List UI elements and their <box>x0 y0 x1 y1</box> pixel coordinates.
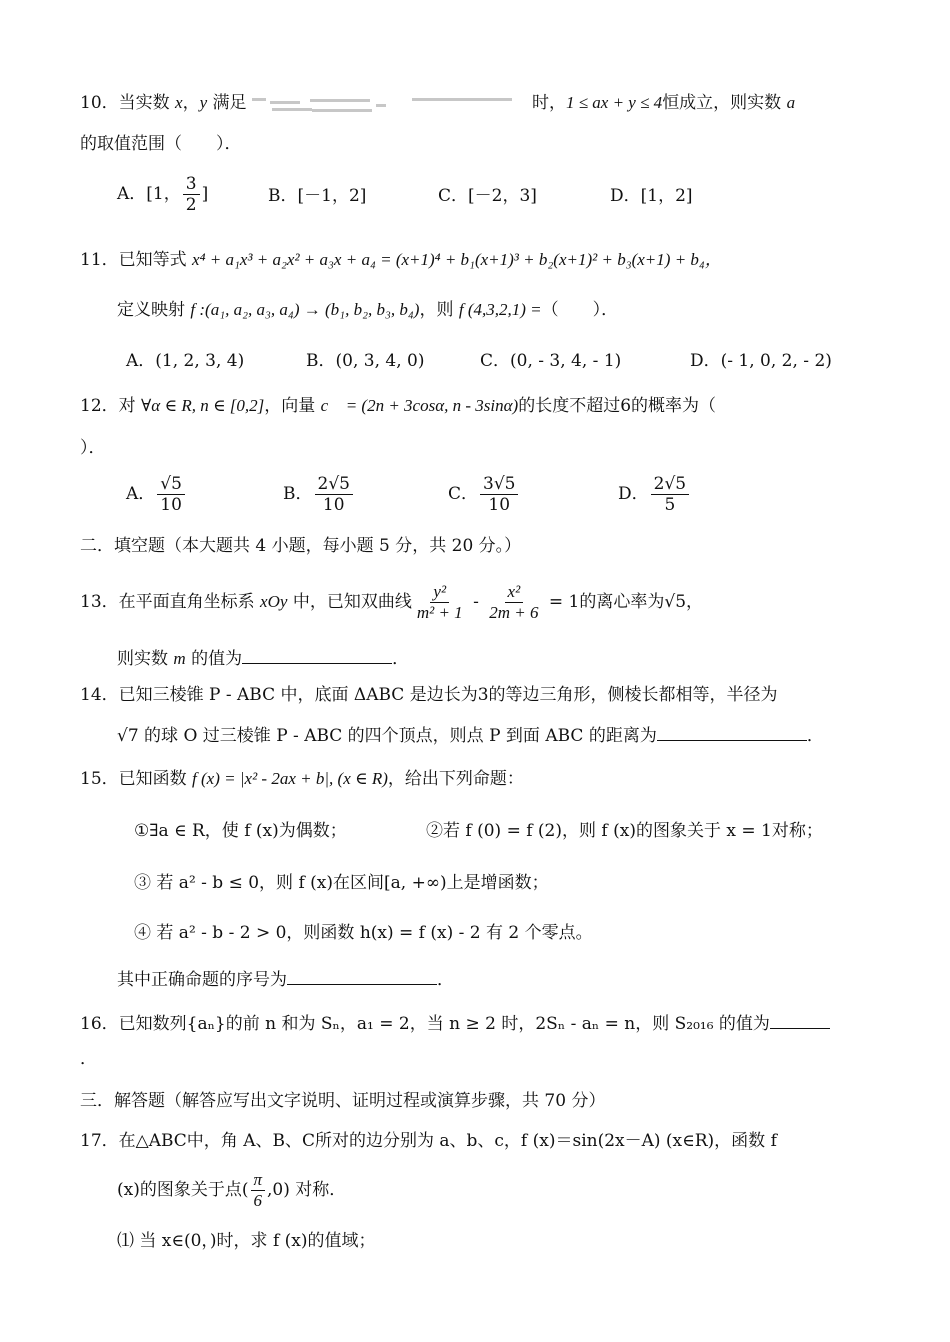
q11-opt-b-value: (0, 3, 4, 0) <box>335 351 425 371</box>
q12-opt-b-fraction <box>315 474 353 515</box>
q16-line2: ． <box>80 1049 97 1069</box>
q12-option-c <box>448 472 520 516</box>
q13-f1-num: y² <box>430 582 449 603</box>
q10-option-d: D．[1，2] <box>610 186 693 206</box>
q11-option-a <box>126 350 244 372</box>
q17-pt-open: ( <box>241 1180 249 1200</box>
section-3-heading: 三．解答题（解答应写出文字说明、证明过程或演算步骤，共 70 分） <box>80 1091 606 1111</box>
q12-opt-d-den: 5 <box>664 495 676 515</box>
q10-blurred-constraint-image <box>252 95 532 113</box>
q10-var-x: x <box>175 93 183 112</box>
q13-line2-end: ． <box>392 649 410 669</box>
q13-post: 的离心率为 <box>579 592 665 612</box>
q10-option-b: B．[－1，2] <box>268 186 367 206</box>
q10-text-d: 恒成立，则实数 <box>662 93 787 113</box>
q13-ecc: √5 <box>664 592 687 612</box>
q16-text: 16．已知数列{aₙ}的前 n 和为 Sₙ，a₁ = 2，当 n ≥ 2 时，2Sₙ - aₙ = n，则 S₂₀₁₆ 的值为 <box>80 1014 770 1034</box>
q15-proposition-1: ①∃a ∈ R，使 f (x)为偶数； <box>134 821 347 841</box>
q10-option-a <box>117 172 208 216</box>
q14-line2-end: ． <box>806 726 824 746</box>
q12-opt-d-label: D． <box>618 484 649 504</box>
q13-eq1: = 1 <box>543 592 580 612</box>
q17-line2-pre: (x)的图象关于点 <box>117 1180 242 1200</box>
q15-func: f (x) = |x² - 2ax + b|, (x ∈ R) <box>192 769 388 788</box>
q13-tail: ， <box>686 592 704 612</box>
q13-coord: xOy <box>260 592 288 611</box>
q13-f2-num: x² <box>505 582 524 603</box>
q11-option-c <box>480 350 621 372</box>
q12-line2: ）． <box>80 438 106 458</box>
q13-pre: 13．在平面直角坐标系 <box>80 592 261 612</box>
q17-pt-close: ,0) <box>267 1180 290 1200</box>
q13-fraction-2 <box>486 582 541 623</box>
q12-opt-a-num: √5 <box>157 474 185 495</box>
q15-answer-blank[interactable] <box>287 966 437 985</box>
q11-f-value: f (4,3,2,1) = <box>458 300 542 319</box>
q12-option-d <box>618 472 691 516</box>
q12-option-a <box>126 472 187 516</box>
q10-text-c: 时， <box>531 93 566 113</box>
q10-opt-a-pre: A．[1， <box>117 184 181 204</box>
q10-var-y: y <box>199 93 208 112</box>
q17-line1: 17．在△ABC中，角 A、B、C所对的边分别为 a、b、c，f (x)＝sin(2x－A) (x∈R)，函数 f <box>80 1131 777 1151</box>
q11-opt-a-value: (1, 2, 3, 4) <box>155 351 245 371</box>
q11-opt-a-label: A． <box>126 351 156 371</box>
q14-line1: 14．已知三棱锥 P - ABC 中，底面 ΔABC 是边长为3的等边三角形，侧棱长都相等，半径为 <box>80 685 778 705</box>
q11-option-d <box>690 350 832 372</box>
q12-opt-c-num: 3√5 <box>480 474 518 495</box>
q13-minus: - <box>467 592 485 612</box>
q12-opt-a-den: 10 <box>160 495 182 515</box>
q10-var-a: a <box>786 93 796 112</box>
q16-line1 <box>80 1010 830 1035</box>
q16-answer-blank[interactable] <box>770 1010 830 1029</box>
q11-pre: 11．已知等式 <box>80 250 193 270</box>
q12-opt-a-label: A． <box>126 484 156 504</box>
q12-opt-b-label: B． <box>283 484 313 504</box>
q10-opt-a-num: 3 <box>183 174 200 195</box>
q12-opt-c-den: 10 <box>488 495 511 515</box>
q11-map-pre: 定义映射 <box>117 300 191 320</box>
q13-line2 <box>117 645 409 670</box>
q10-text-a: 10．当实数 <box>80 93 176 113</box>
q15-proposition-4: ④ 若 a² - b - 2 > 0，则函数 h(x) = f (x) - 2 有 2 个零点。 <box>134 923 593 943</box>
q12-opt-c-fraction <box>480 474 518 515</box>
q12-cond: ∀α ∈ R, n ∈ [0,2] <box>141 396 265 415</box>
q11-line2 <box>117 299 618 321</box>
q12-vector: c⃗ = (2n + 3cosα, n - 3sinα) <box>320 396 519 415</box>
q13-f2-den: 2m + 6 <box>489 603 539 622</box>
q13-f1-den: m² + 1 <box>416 603 463 622</box>
q11-opt-c-value: (0, - 3, 4, - 1) <box>510 351 622 371</box>
q12-pre: 12．对 <box>80 396 142 416</box>
q10-ineq: 1 ≤ ax + y ≤ 4 <box>565 93 663 112</box>
q13-fraction-1 <box>414 582 466 623</box>
q17-line2 <box>117 1166 346 1214</box>
section-2-heading: 二．填空题（本大题共 4 小题，每小题 5 分，共 20 分。） <box>80 536 522 556</box>
q11-opt-c-label: C． <box>480 351 511 371</box>
q17-pt-num: π <box>251 1170 266 1191</box>
q13-answer-blank[interactable] <box>242 645 392 664</box>
q12-opt-d-num: 2√5 <box>651 474 689 495</box>
q12-mid: ，向量 <box>264 396 321 416</box>
q17-line2-post: 对称． <box>289 1180 347 1200</box>
q11-opt-d-label: D． <box>690 351 721 371</box>
q15-line1 <box>80 768 524 790</box>
q17-subquestion-1: ⑴ 当 x∈(0，)时，求 f (x)的值域； <box>117 1231 376 1251</box>
q12-post: 的长度不超过6的概率为（ <box>518 396 717 416</box>
q13-mid: 中，已知双曲线 <box>287 592 412 612</box>
q13-line2-post: 的值为 <box>185 649 243 669</box>
q11-opt-b-label: B． <box>306 351 336 371</box>
q17-pi-fraction <box>251 1170 266 1211</box>
q15-post: ，给出下列命题： <box>387 769 524 789</box>
q10-option-c: C．[－2，3] <box>438 186 537 206</box>
q14-answer-blank[interactable] <box>657 722 807 741</box>
q15-ask-text: 其中正确命题的序号为 <box>117 970 287 990</box>
q12-line1 <box>80 395 716 417</box>
q10-text-b: 满足 <box>207 93 252 113</box>
q14-line2-text: √7 的球 O 过三棱锥 P - ABC 的四个顶点，则点 P 到面 ABC 的距离为 <box>117 726 657 746</box>
q15-ask-end: ． <box>437 970 454 990</box>
q12-option-b <box>283 472 355 516</box>
q15-pre: 15．已知函数 <box>80 769 193 789</box>
q13-line1 <box>80 578 703 626</box>
q10-comma: ， <box>182 93 200 113</box>
q10-opt-a-den: 2 <box>185 195 197 215</box>
q15-ask <box>117 966 454 991</box>
q13-var-m: m <box>173 649 186 668</box>
q12-opt-b-num: 2√5 <box>315 474 353 495</box>
q12-opt-b-den: 10 <box>322 495 345 515</box>
q10-line2: 的取值范围（ ）． <box>80 134 242 154</box>
q13-line2-pre: 则实数 <box>117 649 174 669</box>
q11-mapping: f :(a₁, a₂, a₃, a₄) → (b₁, b₂, b₃, b₄) <box>190 300 420 319</box>
q11-map-mid: ，则 <box>419 300 459 320</box>
q11-map-post: （ ）． <box>541 300 619 320</box>
q10-opt-a-post: ] <box>201 184 209 204</box>
q11-line1 <box>80 249 722 271</box>
q12-opt-d-fraction <box>651 474 689 515</box>
q10-line1 <box>80 92 795 114</box>
q15-proposition-2: ②若 f (0) = f (2)，则 f (x)的图象关于 x = 1对称； <box>426 821 823 841</box>
q11-option-b <box>306 350 424 372</box>
q15-proposition-3: ③ 若 a² - b ≤ 0，则 f (x)在区间[a, +∞)上是增函数； <box>134 873 549 893</box>
q10-opt-a-fraction <box>183 174 200 215</box>
q14-line2 <box>117 722 824 747</box>
q12-opt-a-fraction <box>157 474 185 515</box>
q11-equation: x⁴ + a₁x³ + a₂x² + a₃x + a₄ = (x+1)⁴ + b₁(x+1)³ + b₂(x+1)² + b₃(x+1) + b₄， <box>192 250 722 269</box>
q11-opt-d-value: (- 1, 0, 2, - 2) <box>720 351 832 371</box>
q12-opt-c-label: C． <box>448 484 479 504</box>
q17-pt-den: 6 <box>253 1191 263 1210</box>
